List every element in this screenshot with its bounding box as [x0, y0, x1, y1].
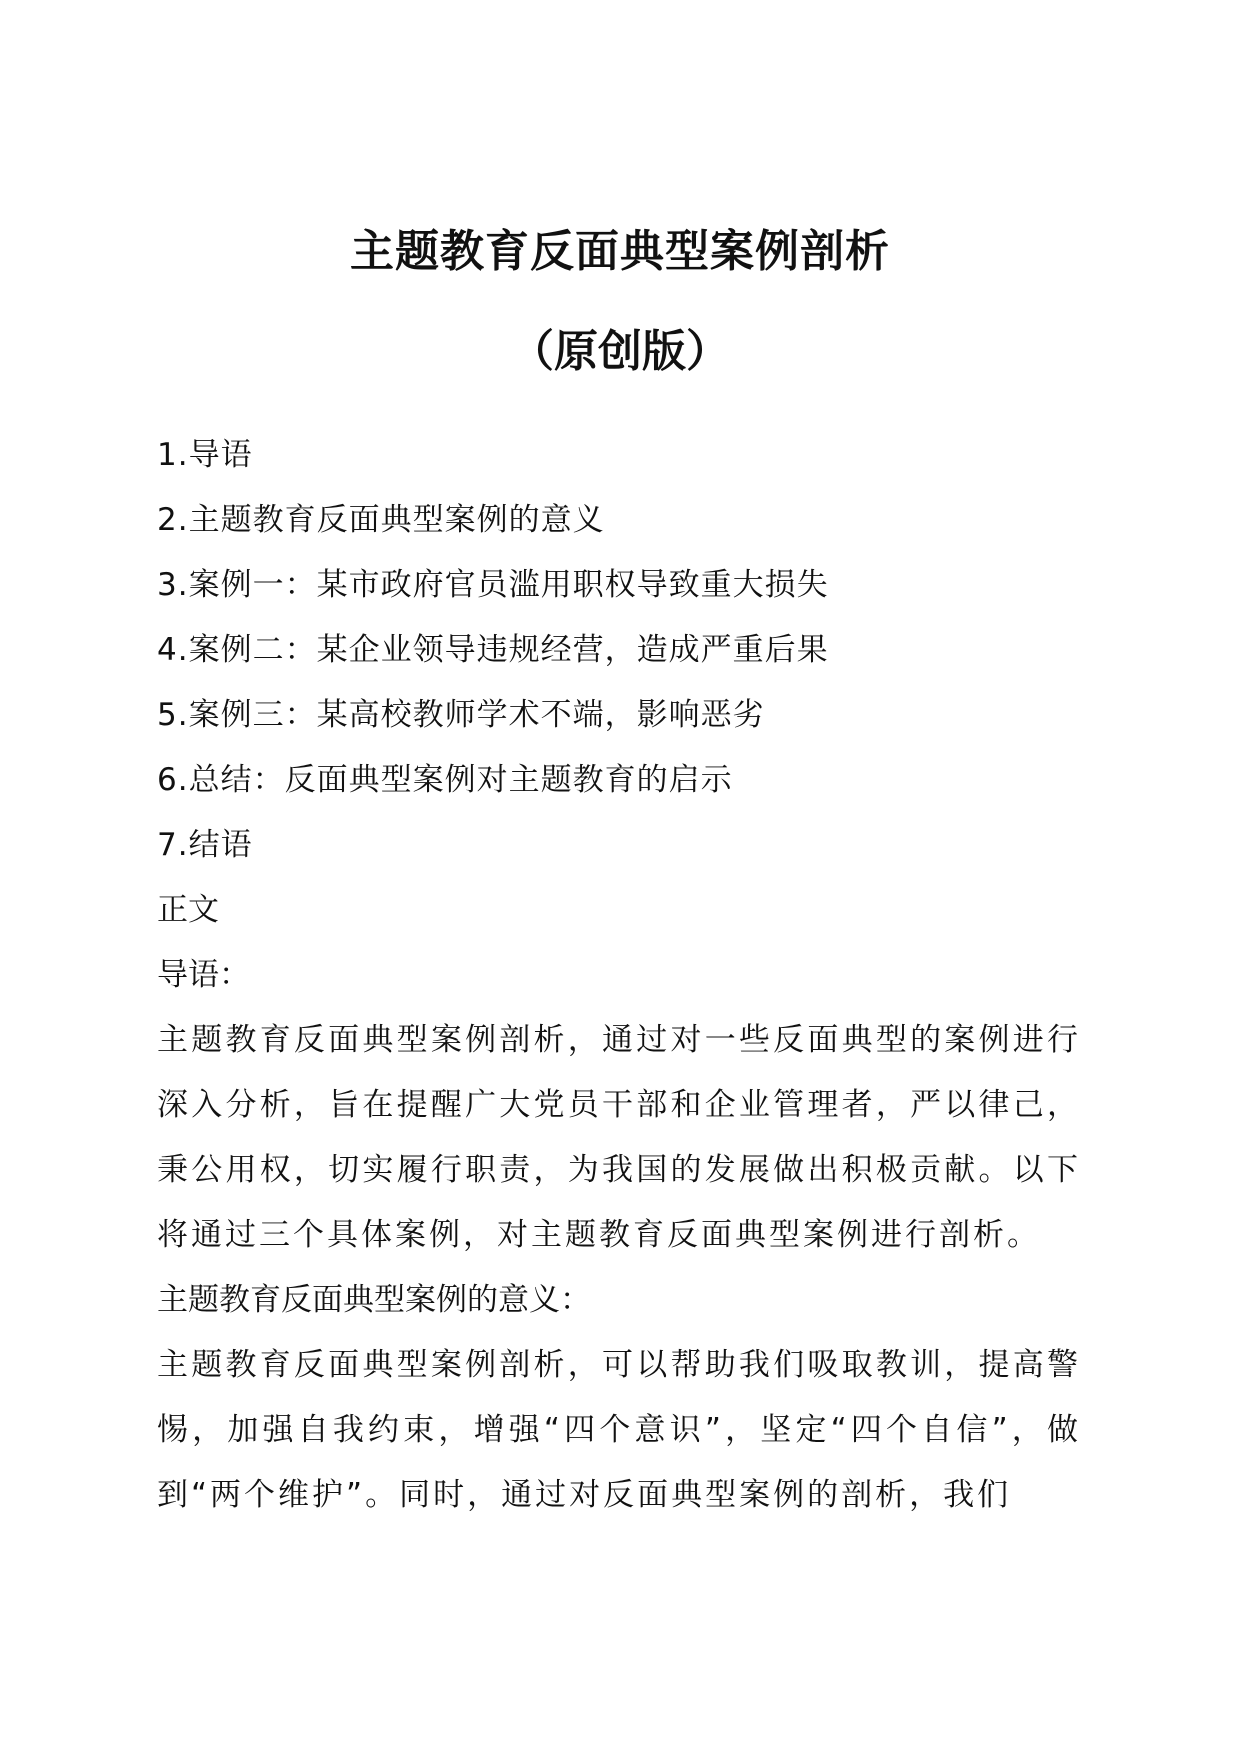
significance-heading: 主题教育反面典型案例的意义： [157, 1282, 591, 1318]
document-subtitle: （原创版） [510, 326, 730, 377]
toc-item: 5.案例三：某高校教师学术不端，影响恶劣 [157, 697, 765, 733]
intro-heading: 导语： [157, 957, 250, 993]
significance-paragraph: 主题教育反面典型案例剖析，可以帮助我们吸取教训，提高警惕，加强自我约束，增强“四个意识”，坚定“四个自信”，做到“两个维护”。同时，通过对反面典型案例的剖析，我们 [157, 1347, 1081, 1513]
toc-item: 7.结语 [157, 827, 253, 863]
toc-item: 2.主题教育反面典型案例的意义 [157, 502, 605, 538]
intro-paragraph: 主题教育反面典型案例剖析，通过对一些反面典型的案例进行深入分析，旨在提醒广大党员干部和企业管理者，严以律己，秉公用权，切实履行职责，为我国的发展做出积极贡献。以下将通过三个具体案例，对主题教育反面典型案例进行剖析。 [157, 1022, 1081, 1253]
toc-item: 1.导语 [157, 437, 253, 473]
body-content [157, 878, 1081, 1528]
body-heading: 正文 [157, 892, 219, 928]
document-title: 主题教育反面典型案例剖析 [350, 226, 890, 277]
toc-item: 3.案例一：某市政府官员滥用职权导致重大损失 [157, 567, 829, 603]
toc-item: 4.案例二：某企业领导违规经营，造成严重后果 [157, 632, 829, 668]
table-of-contents [157, 423, 1097, 878]
toc-item: 6.总结：反面典型案例对主题教育的启示 [157, 762, 733, 798]
